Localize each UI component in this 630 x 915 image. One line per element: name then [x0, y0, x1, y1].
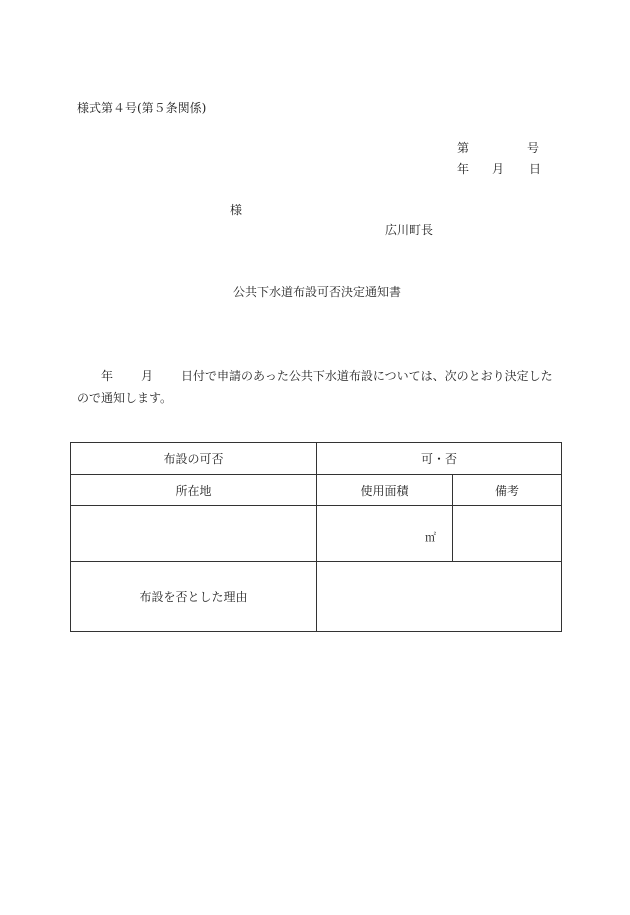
notice-body	[77, 365, 563, 409]
form-number: 様式第４号(第５条関係)	[77, 101, 207, 115]
entry-row	[71, 506, 562, 562]
issuer-name: 広川町長	[385, 223, 434, 237]
body-year-label: 年	[101, 369, 114, 383]
reason-row	[71, 562, 562, 632]
approval-label: 布設の可否	[71, 443, 317, 475]
location-cell	[71, 506, 317, 562]
location-header: 所在地	[71, 475, 317, 506]
header-row	[71, 475, 562, 506]
reason-cell	[317, 562, 562, 632]
date-month-label: 月	[492, 162, 505, 176]
area-cell	[317, 506, 453, 562]
document-number-suffix: 号	[527, 141, 540, 155]
document-number-label: 第	[457, 141, 470, 155]
addressee-honorific: 様	[230, 203, 243, 217]
area-unit: ㎡	[425, 531, 436, 544]
remarks-header: 備考	[453, 475, 562, 506]
date-day-label: 日	[529, 162, 542, 176]
decision-table	[70, 442, 562, 632]
document-title: 公共下水道布設可否決定通知書	[233, 285, 402, 299]
date-year-label: 年	[457, 162, 470, 176]
reason-label: 布設を否とした理由	[71, 562, 317, 632]
approval-row	[71, 443, 562, 475]
body-text: 日付で申請のあった公共下水道布設については、次のとおり決定したので通知します。	[77, 369, 553, 405]
approval-value: 可・否	[317, 443, 562, 475]
body-month-label: 月	[141, 369, 154, 383]
area-header: 使用面積	[317, 475, 453, 506]
remarks-cell	[453, 506, 562, 562]
issue-date	[457, 163, 541, 175]
